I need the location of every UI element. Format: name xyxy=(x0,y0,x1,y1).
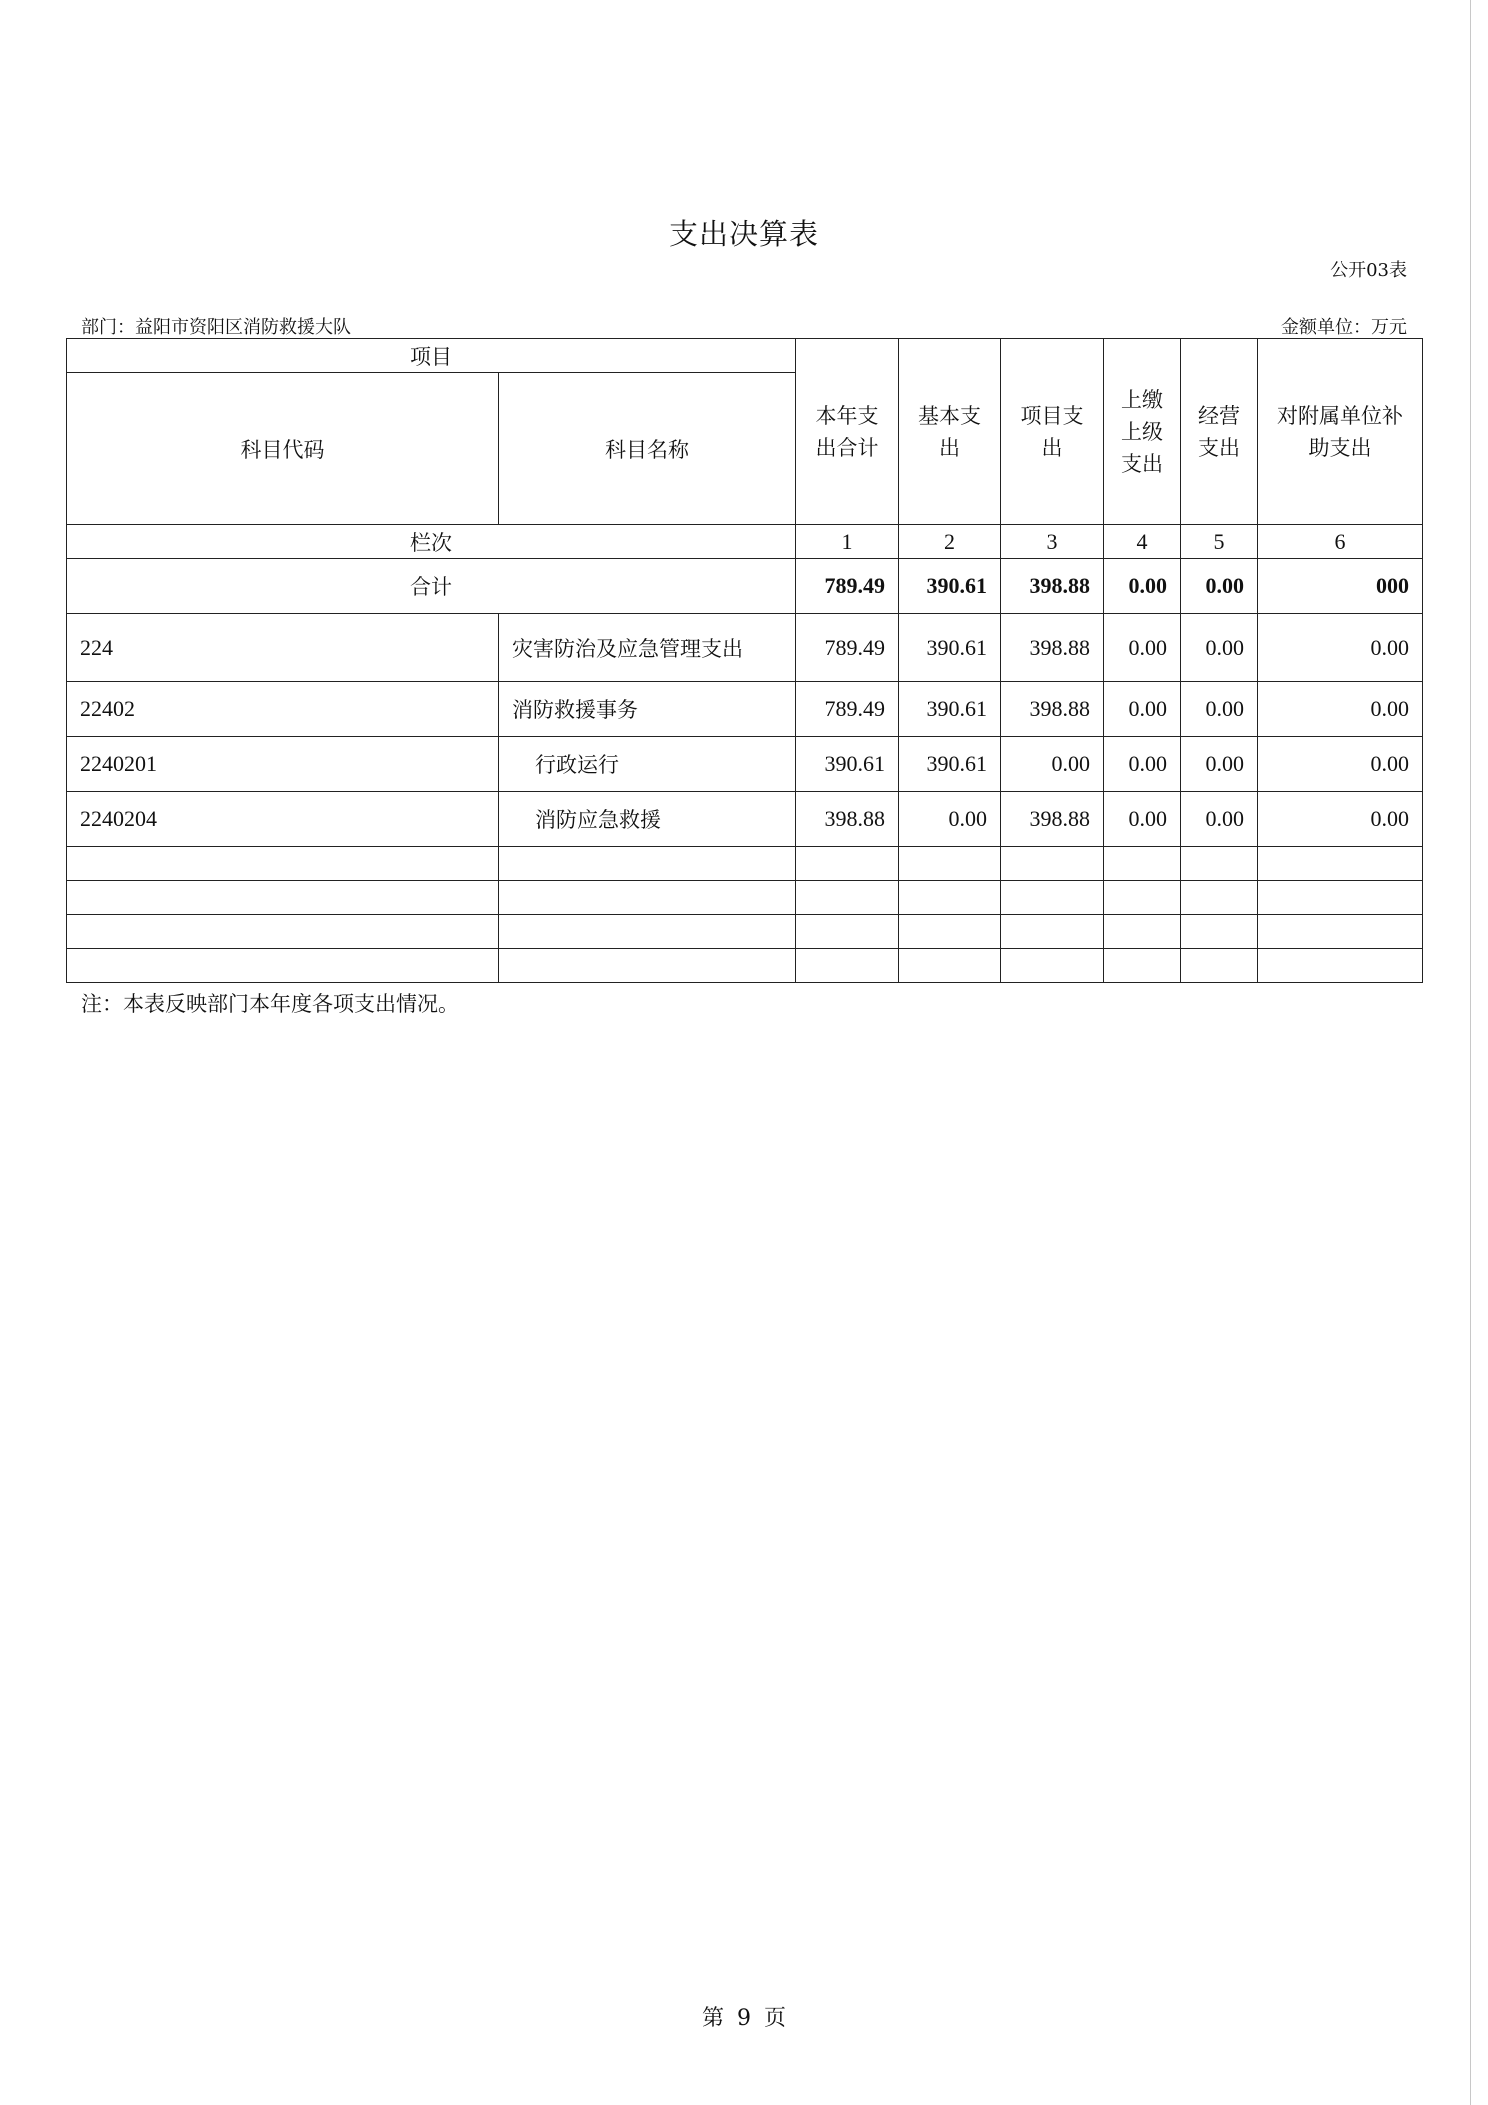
total-value: 390.61 xyxy=(899,559,1001,614)
page-title: 支出决算表 xyxy=(668,217,819,251)
code-header: 科目代码 xyxy=(67,373,499,525)
name-header: 科目名称 xyxy=(499,373,796,525)
empty-cell xyxy=(899,949,1001,983)
empty-row xyxy=(67,949,1423,983)
empty-cell xyxy=(499,881,796,915)
subject-code: 2240201 xyxy=(67,737,499,792)
empty-row xyxy=(67,881,1423,915)
cell-value: 789.49 xyxy=(796,614,899,682)
empty-cell xyxy=(796,915,899,949)
empty-cell xyxy=(796,949,899,983)
cell-value: 0.00 xyxy=(1104,737,1181,792)
form-number: 公开03表 xyxy=(1330,260,1407,281)
col-header-subsidy: 对附属单位补助支出 xyxy=(1258,339,1423,525)
cell-value: 390.61 xyxy=(899,614,1001,682)
cell-value: 0.00 xyxy=(1181,792,1258,847)
total-row xyxy=(67,559,1423,614)
cell-value: 0.00 xyxy=(1001,737,1104,792)
col-header-total: 本年支出合计 xyxy=(796,339,899,525)
table-row xyxy=(67,792,1423,847)
empty-cell xyxy=(1181,881,1258,915)
subject-code: 224 xyxy=(67,614,499,682)
subject-code: 2240204 xyxy=(67,792,499,847)
column-index: 6 xyxy=(1258,525,1423,559)
empty-cell xyxy=(1181,915,1258,949)
cell-value: 390.61 xyxy=(899,737,1001,792)
cell-value: 390.61 xyxy=(899,682,1001,737)
header-row-top xyxy=(67,339,1423,373)
empty-cell xyxy=(1104,949,1181,983)
cell-value: 0.00 xyxy=(1104,792,1181,847)
cell-value: 398.88 xyxy=(1001,614,1104,682)
col-header-business: 经营支出 xyxy=(1181,339,1258,525)
empty-cell xyxy=(1104,881,1181,915)
empty-cell xyxy=(899,847,1001,881)
amount-unit-label: 金额单位：万元 xyxy=(1281,317,1407,338)
column-index: 1 xyxy=(796,525,899,559)
cell-value: 398.88 xyxy=(1001,792,1104,847)
empty-cell xyxy=(1104,847,1181,881)
total-value: 789.49 xyxy=(796,559,899,614)
cell-value: 398.88 xyxy=(796,792,899,847)
empty-cell xyxy=(1258,949,1423,983)
empty-cell xyxy=(499,915,796,949)
cell-value: 398.88 xyxy=(1001,682,1104,737)
cell-value: 0.00 xyxy=(899,792,1001,847)
cell-value: 0.00 xyxy=(1181,737,1258,792)
empty-cell xyxy=(796,847,899,881)
total-value: 398.88 xyxy=(1001,559,1104,614)
expenditure-table xyxy=(66,338,1423,983)
cell-value: 0.00 xyxy=(1104,614,1181,682)
empty-cell xyxy=(899,881,1001,915)
total-value: 000 xyxy=(1258,559,1423,614)
cell-value: 0.00 xyxy=(1181,614,1258,682)
cell-value: 0.00 xyxy=(1258,792,1423,847)
table-note: 注：本表反映部门本年度各项支出情况。 xyxy=(81,992,459,1016)
table-row xyxy=(67,737,1423,792)
empty-cell xyxy=(1001,881,1104,915)
cell-value: 789.49 xyxy=(796,682,899,737)
empty-cell xyxy=(1181,847,1258,881)
table-row xyxy=(67,682,1423,737)
empty-cell xyxy=(499,847,796,881)
subject-name: 行政运行 xyxy=(499,737,796,792)
cell-value: 0.00 xyxy=(1181,682,1258,737)
empty-cell xyxy=(1258,881,1423,915)
col-header-project: 项目支出 xyxy=(1001,339,1104,525)
cell-value: 390.61 xyxy=(796,737,899,792)
total-value: 0.00 xyxy=(1181,559,1258,614)
column-index-row xyxy=(67,525,1423,559)
cell-value: 0.00 xyxy=(1258,682,1423,737)
col-header-remit: 上缴上级支出 xyxy=(1104,339,1181,525)
cell-value: 0.00 xyxy=(1258,737,1423,792)
page-number: 第 9 页 xyxy=(702,2006,786,2031)
cell-value: 0.00 xyxy=(1258,614,1423,682)
total-label: 合计 xyxy=(67,559,796,614)
column-index: 2 xyxy=(899,525,1001,559)
empty-cell xyxy=(499,949,796,983)
empty-cell xyxy=(1181,949,1258,983)
subject-code: 22402 xyxy=(67,682,499,737)
project-header: 项目 xyxy=(67,339,796,373)
empty-cell xyxy=(1001,949,1104,983)
empty-cell xyxy=(796,881,899,915)
empty-cell xyxy=(1258,915,1423,949)
empty-cell xyxy=(1104,915,1181,949)
column-index: 4 xyxy=(1104,525,1181,559)
empty-row xyxy=(67,915,1423,949)
empty-cell xyxy=(899,915,1001,949)
empty-cell xyxy=(1258,847,1423,881)
empty-cell xyxy=(67,949,499,983)
cell-value: 0.00 xyxy=(1104,682,1181,737)
column-index: 3 xyxy=(1001,525,1104,559)
table-row xyxy=(67,614,1423,682)
empty-cell xyxy=(67,847,499,881)
empty-cell xyxy=(1001,915,1104,949)
empty-row xyxy=(67,847,1423,881)
subject-name: 消防救援事务 xyxy=(499,682,796,737)
subject-name: 灾害防治及应急管理支出 xyxy=(499,614,796,682)
empty-cell xyxy=(1001,847,1104,881)
column-index-label: 栏次 xyxy=(67,525,796,559)
empty-cell xyxy=(67,881,499,915)
empty-cell xyxy=(67,915,499,949)
column-index: 5 xyxy=(1181,525,1258,559)
total-value: 0.00 xyxy=(1104,559,1181,614)
subject-name: 消防应急救援 xyxy=(499,792,796,847)
department-label: 部门：益阳市资阳区消防救援大队 xyxy=(81,317,351,338)
page-edge-line xyxy=(1470,0,1471,2105)
col-header-basic: 基本支出 xyxy=(899,339,1001,525)
